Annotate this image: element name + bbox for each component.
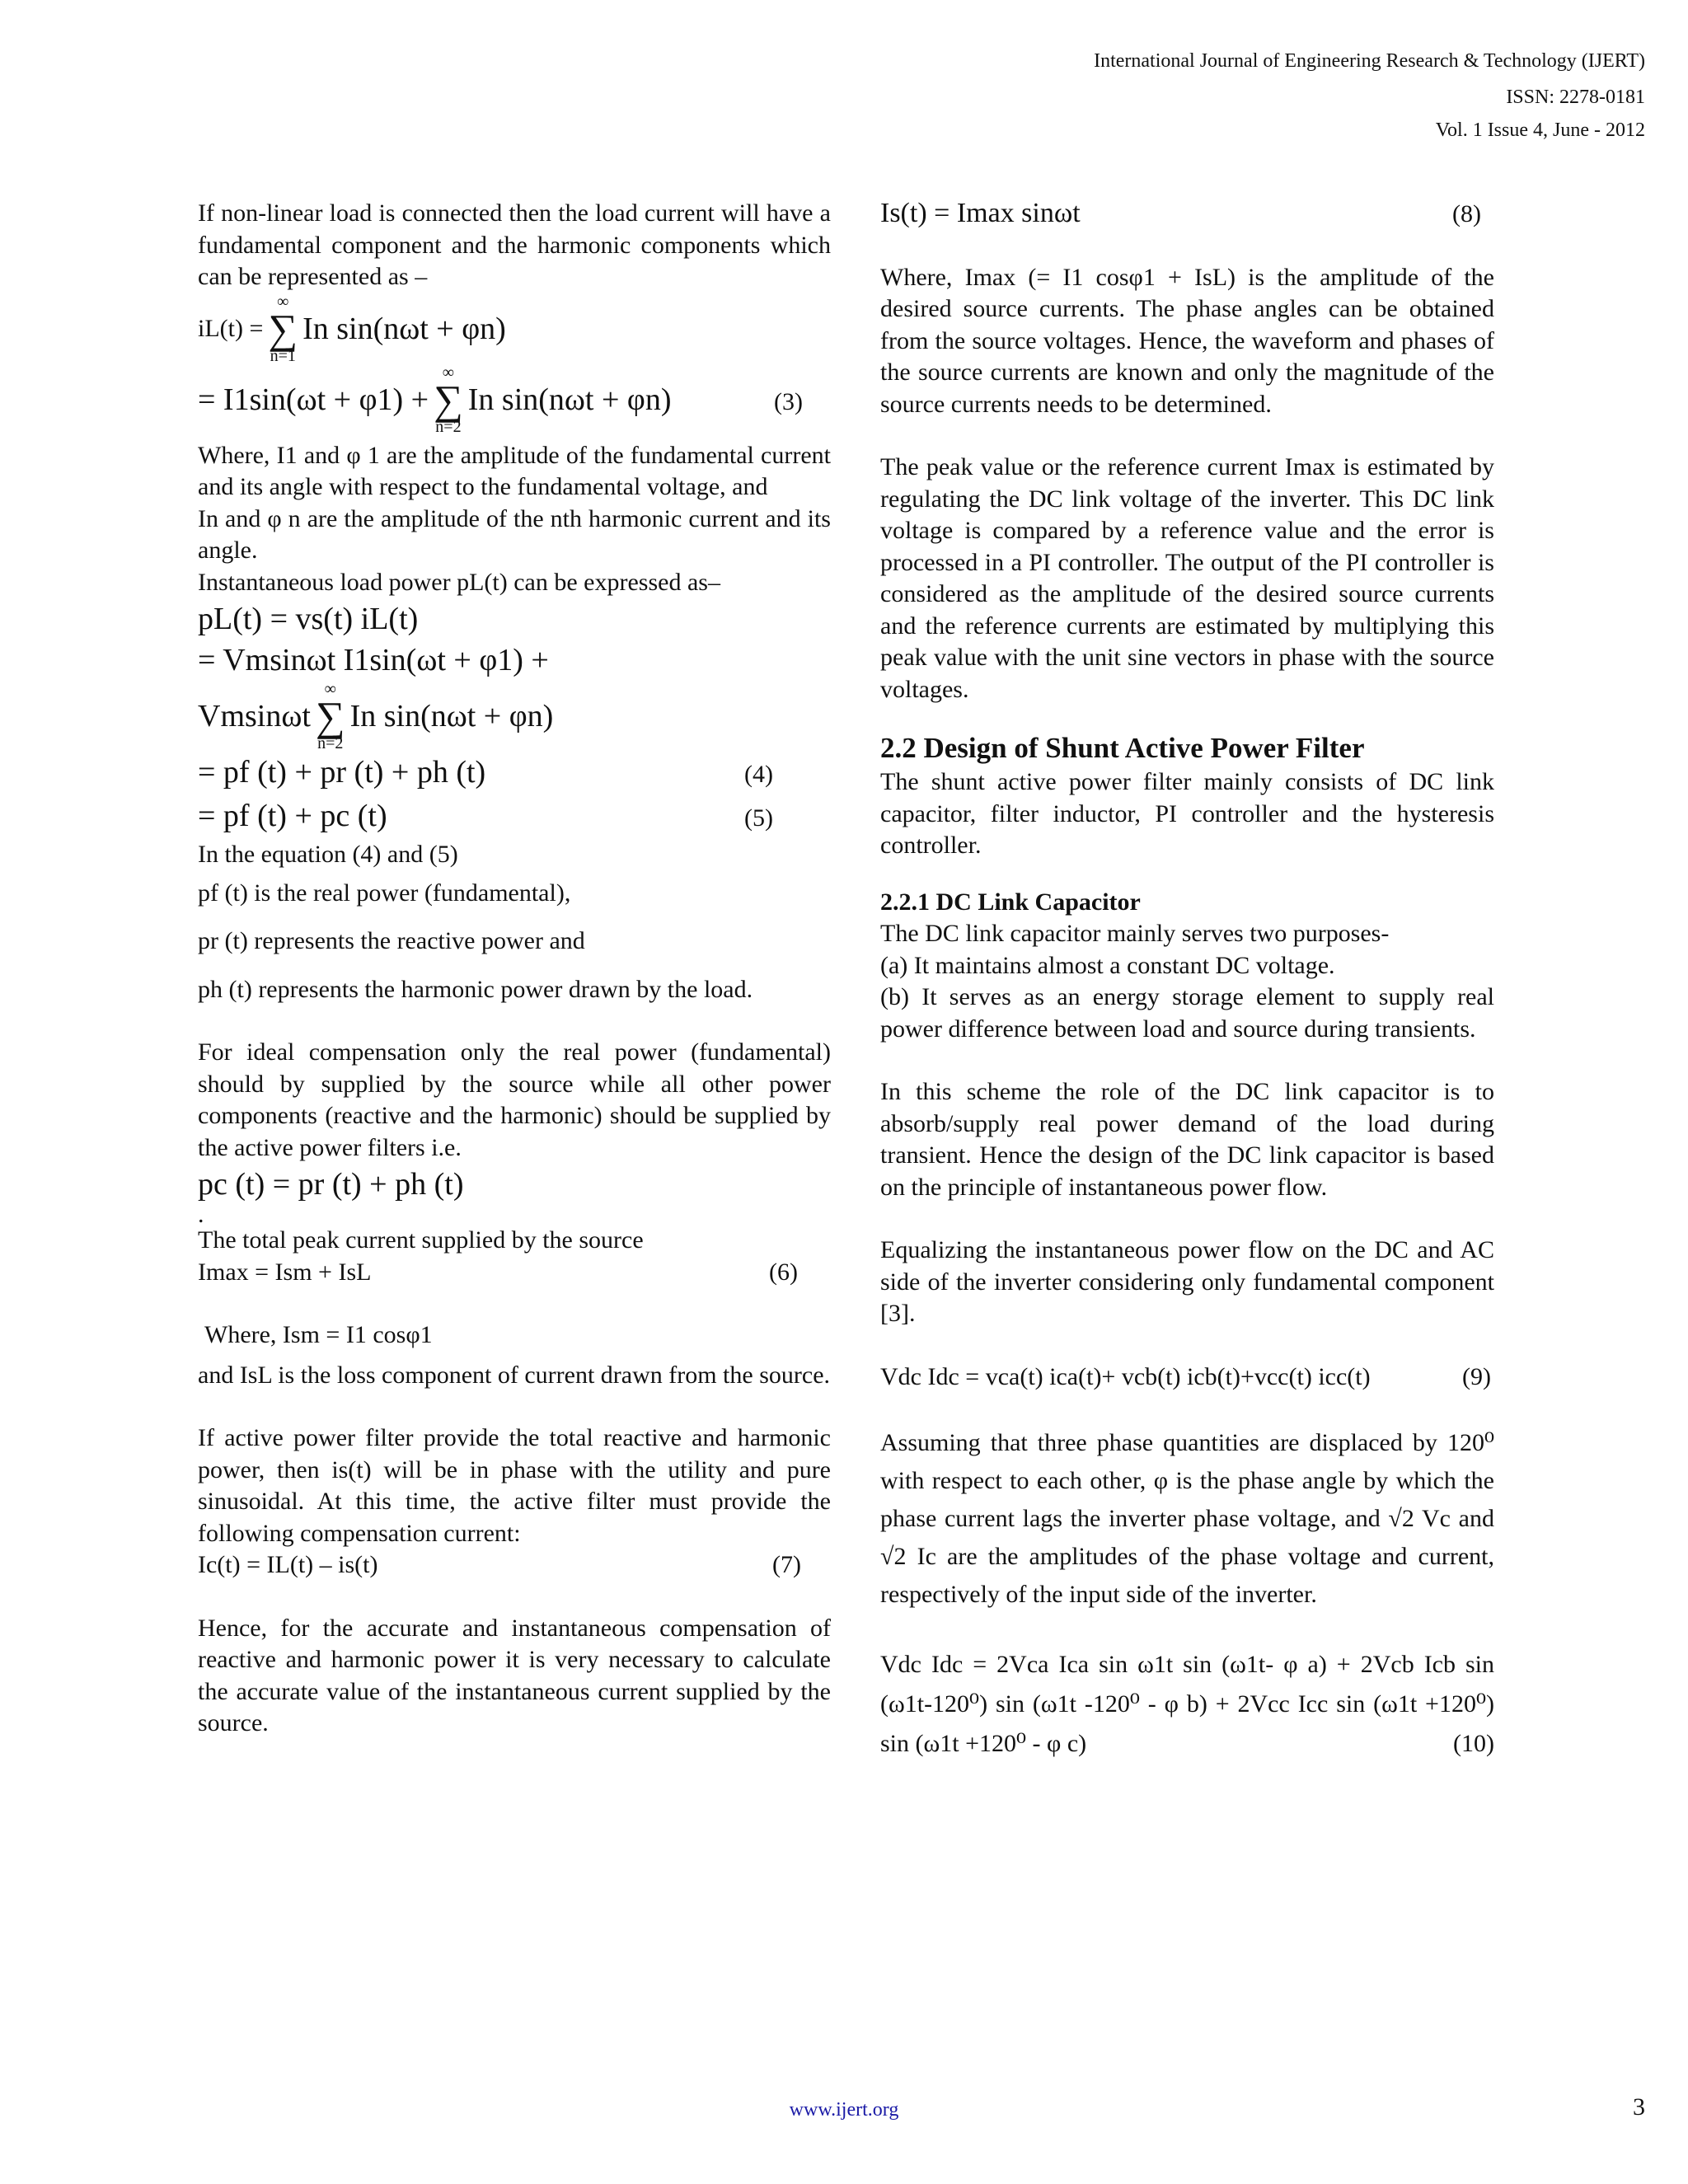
list-item-b: (b) It serves as an energy storage element to supply real power difference between load and source during transients. <box>880 983 1494 1043</box>
eq3-part2: In sin(nωt + φn) <box>467 382 672 417</box>
sum-lower-limit: n=2 <box>435 417 462 436</box>
paragraph-and-isl: and IsL is the loss component of current drawn from the source. <box>198 1361 831 1389</box>
paragraph-design: The shunt active power filter mainly consists of DC link capacitor, filter inductor, PI controller and the hysteresis controller. <box>880 768 1494 859</box>
paragraph-dc-purposes: The DC link capacitor mainly serves two purposes- <box>880 920 1390 947</box>
paragraph-dot: . <box>198 1201 204 1228</box>
equation-il <box>198 293 831 364</box>
equation-8 <box>880 198 1494 231</box>
sum-upper-limit: ∞ <box>324 680 336 698</box>
equation-5 <box>198 795 831 839</box>
paragraph-equalizing: Equalizing the instantaneous power flow on the DC and AC side of the inverter considering only fundamental component [3]. <box>880 1236 1494 1327</box>
eq-il-rhs: In sin(nωt + φn) <box>302 311 506 346</box>
equation-pl-2: = Vmsinωt I1sin(ωt + φ1) + <box>198 643 549 677</box>
paragraph-total-peak: The total peak current supplied by the source <box>198 1226 644 1254</box>
summation-symbol: ∞ ∑ n=2 <box>315 680 345 752</box>
journal-title: International Journal of Engineering Research & Technology (IJERT) <box>1094 50 1645 72</box>
equation-9 <box>880 1361 1494 1394</box>
paragraph-where-imax: Where, Imax (= I1 cosφ1 + IsL) is the amplitude of the desired source currents. The phase angles can be obtained from the source voltages. Hence, the waveform and phases of the source currents are known and only the magnitude of the source currents needs to be determined. <box>880 263 1494 418</box>
summation-symbol: ∞ ∑ n=1 <box>268 292 298 365</box>
paragraph-pf: pf (t) is the real power (fundamental), <box>198 879 571 907</box>
paragraph-peak-value: The peak value or the reference current Imax is estimated by regulating the DC link voltage of the inverter. This DC link voltage is compared by a reference value and the error is processed in a PI controller. The output of the PI controller is considered as the amplitude of the desired source currents and the reference currents are estimated by multiplying this peak value with the unit sine vectors in phase with the source voltages. <box>880 453 1494 703</box>
equation-pl-3 <box>198 681 831 752</box>
section-heading-2-2: 2.2 Design of Shunt Active Power Filter <box>880 732 1365 764</box>
sum-lower-limit: n=1 <box>270 346 296 365</box>
equation-number: (3) <box>774 387 803 415</box>
eq4-body: = pf (t) + pr (t) + ph (t) <box>198 755 486 790</box>
equation-pl-1: pL(t) = vs(t) iL(t) <box>198 602 419 636</box>
sum-upper-limit: ∞ <box>277 292 289 311</box>
volume-issue: Vol. 1 Issue 4, June - 2012 <box>1435 120 1645 141</box>
paragraph-where-ism: Where, Ism = I1 cosφ1 <box>204 1321 433 1348</box>
list-item-a: (a) It maintains almost a constant DC voltage. <box>880 951 1335 979</box>
paragraph-instantaneous-power: Instantaneous load power pL(t) can be expressed as– <box>198 568 720 596</box>
paragraph-assuming: Assuming that three phase quantities are displaced by 120⁰ with respect to each other, φ is the phase angle by which the phase current lags the inverter phase voltage, and √2 Vc and √2 Ic are the amplitudes of the phase voltage and current, respectively of the input side of the inverter. <box>880 1429 1494 1608</box>
eq9-body: Vdc Idc = vca(t) ica(t)+ vcb(t) icb(t)+vcc(t) icc(t) <box>880 1362 1371 1390</box>
equation-number: (9) <box>1462 1362 1491 1390</box>
paragraph-hence: Hence, for the accurate and instantaneous compensation of reactive and harmonic power it is very necessary to calculate the accurate value of the instantaneous current supplied by the source. <box>198 1614 831 1736</box>
page-number: 3 <box>1633 2093 1645 2121</box>
eq-il-lhs: iL(t) = <box>198 314 264 342</box>
paragraph-ph: ph (t) represents the harmonic power drawn by the load. <box>198 975 753 1003</box>
equation-number: (8) <box>1452 200 1481 227</box>
eq5-body: = pf (t) + pc (t) <box>198 799 387 833</box>
equation-number: (4) <box>744 761 773 788</box>
equation-6 <box>198 1257 831 1289</box>
paragraph-where-i1: Where, I1 and φ 1 are the amplitude of the fundamental current and its angle with respect to the fundamental voltage, and <box>198 441 831 500</box>
equation-number: (7) <box>772 1551 801 1578</box>
section-heading-2-2-1: 2.2.1 DC Link Capacitor <box>880 888 1141 916</box>
equation-number: (6) <box>769 1258 798 1286</box>
paragraph-in-equation: In the equation (4) and (5) <box>198 841 458 868</box>
paragraph-where-in: In and φ n are the amplitude of the nth harmonic current and its angle. <box>198 504 831 564</box>
equation-7 <box>198 1549 831 1582</box>
equation-number: (5) <box>744 804 773 832</box>
eq-pl3-part2: In sin(nωt + φn) <box>349 699 554 733</box>
summation-symbol: ∞ ∑ n=2 <box>434 363 463 436</box>
issn: ISSN: 2278-0181 <box>1506 87 1645 108</box>
equation-pc: pc (t) = pr (t) + ph (t) <box>198 1167 464 1202</box>
journal-url-link[interactable]: www.ijert.org <box>789 2099 899 2121</box>
sum-upper-limit: ∞ <box>442 363 455 382</box>
eq8-body: Is(t) = Imax sinωt <box>880 198 1081 228</box>
equation-number: (10) <box>1453 1730 1494 1757</box>
equation-4 <box>198 752 831 795</box>
paragraph-nonlinear-load: If non-linear load is connected then the load current will have a fundamental component and the harmonic components which can be represented as – <box>198 199 831 290</box>
equation-10: Vdc Idc = 2Vca Ica sin ω1t sin (ω1t- φ a) + 2Vcb Icb sin (ω1t-120⁰) sin (ω1t -120⁰ - φ b) + 2Vcc Icc sin (ω1t +120⁰) sin (ω1t +120⁰ - φ c) <box>880 1651 1494 1757</box>
paragraph-if-apf: If active power filter provide the total reactive and harmonic power, then is(t) will be in phase with the utility and pure sinusoidal. At this time, the active filter must provide the following compensation current: <box>198 1424 831 1547</box>
paragraph-ideal-compensation: For ideal compensation only the real power (fundamental) should by supplied by the source while all other power components (reactive and the harmonic) should be supplied by the active power filters i.e. <box>198 1038 831 1161</box>
right-column <box>880 198 1494 1764</box>
paragraph-pr: pr (t) represents the reactive power and <box>198 927 585 954</box>
eq7-body: Ic(t) = IL(t) – is(t) <box>198 1551 378 1578</box>
equation-3 <box>198 364 831 435</box>
paragraph-scheme: In this scheme the role of the DC link capacitor is to absorb/supply real power demand of the load during transient. Hence the design of the DC link capacitor is based on the principle of instantaneous power flow. <box>880 1078 1494 1201</box>
left-column <box>198 198 831 1740</box>
eq3-part1: = I1sin(ωt + φ1) + <box>198 382 429 417</box>
eq-pl3-part1: Vmsinωt <box>198 699 311 733</box>
sum-lower-limit: n=2 <box>317 734 344 752</box>
eq6-body: Imax = Ism + IsL <box>198 1258 372 1286</box>
